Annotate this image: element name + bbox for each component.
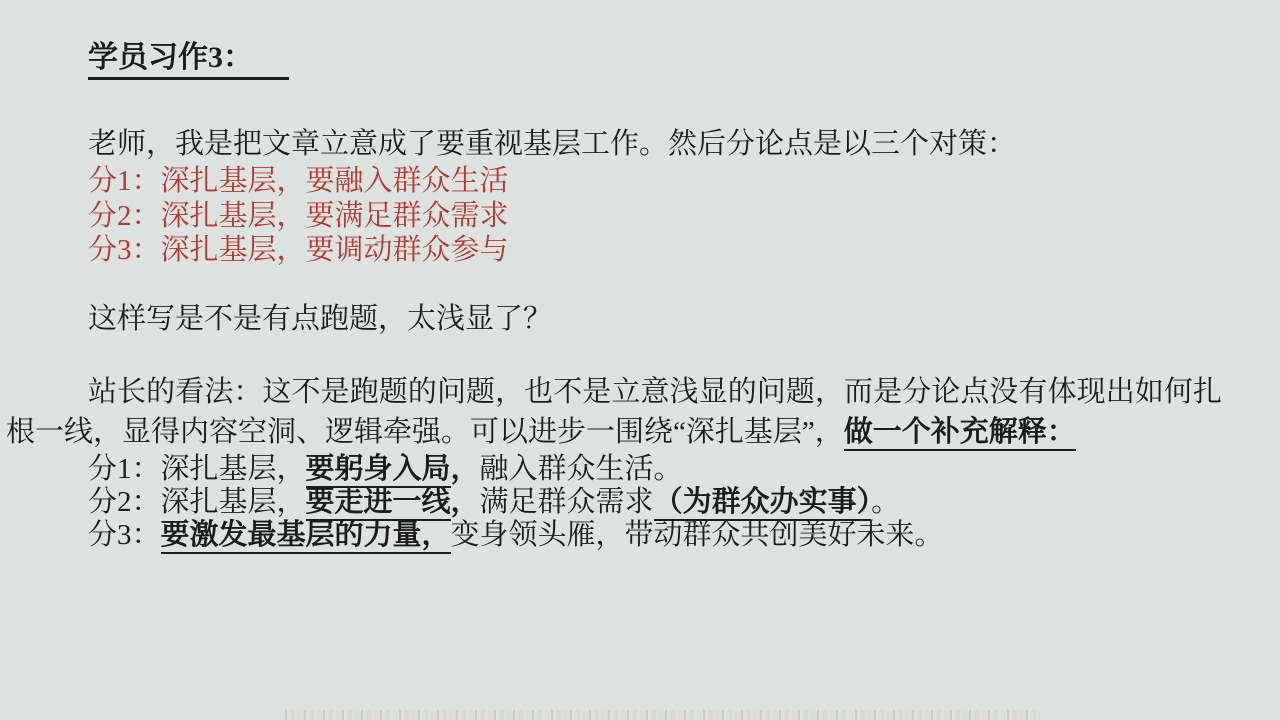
revised-point-2-middle: 满足群众需求 xyxy=(479,485,654,518)
question-paragraph: 这样写是不是有点跑题，太浅显了？ xyxy=(88,302,553,335)
document-title: 学员习作3： xyxy=(88,42,289,80)
revised-point-2-text: 分2：深扎基层， xyxy=(88,485,306,518)
revised-point-2-comma: ， xyxy=(450,485,480,518)
revised-point-2-paren-emphasis: （为群众办实事） xyxy=(654,486,872,521)
student-point-1: 分1：深扎基层，要融入群众生活 xyxy=(88,165,509,197)
revised-point-2-emphasis: 要走进一线 xyxy=(306,486,451,521)
intro-paragraph: 老师，我是把文章立意成了要重视基层工作。然后分论点是以三个对策： xyxy=(88,128,1017,160)
student-points-block xyxy=(88,164,1222,268)
document-body xyxy=(6,0,1222,552)
revised-point-2-period: 。 xyxy=(871,485,901,518)
revised-point-1-text: 分1：深扎基层， xyxy=(88,452,306,485)
revised-point-1-comma: ， xyxy=(450,452,480,485)
revised-point-1 xyxy=(88,453,1222,486)
revised-point-3-label: 分3： xyxy=(88,518,161,551)
revised-points-block xyxy=(88,453,1222,552)
revised-point-1-emphasis: 要躬身入局 xyxy=(306,453,451,488)
revised-point-3 xyxy=(88,519,1222,552)
revised-point-2 xyxy=(88,486,1222,519)
revised-point-3-emphasis: 要激发最基层的力量， xyxy=(161,519,451,554)
mentor-opinion-text: 站长的看法：这不是跑题的问题，也不是立意浅显的问题，而是分论点没有体现出如何扎根一线，显得内容空洞、逻辑牵强。可以进步一围绕“深扎基层”， xyxy=(6,375,1222,448)
student-point-2: 分2：深扎基层，要满足群众需求 xyxy=(88,199,509,232)
revised-point-1-tail: 融入群众生活。 xyxy=(479,452,683,485)
mentor-opinion-emphasis: 做一个补充解释： xyxy=(844,416,1076,451)
revised-point-3-tail: 变身领头雁，带动群众共创美好未来。 xyxy=(450,518,944,551)
student-point-3: 分3：深扎基层，要调动群众参与 xyxy=(88,234,509,266)
video-compression-noise-strip xyxy=(285,710,1045,720)
mentor-opinion-paragraph xyxy=(6,372,1222,452)
